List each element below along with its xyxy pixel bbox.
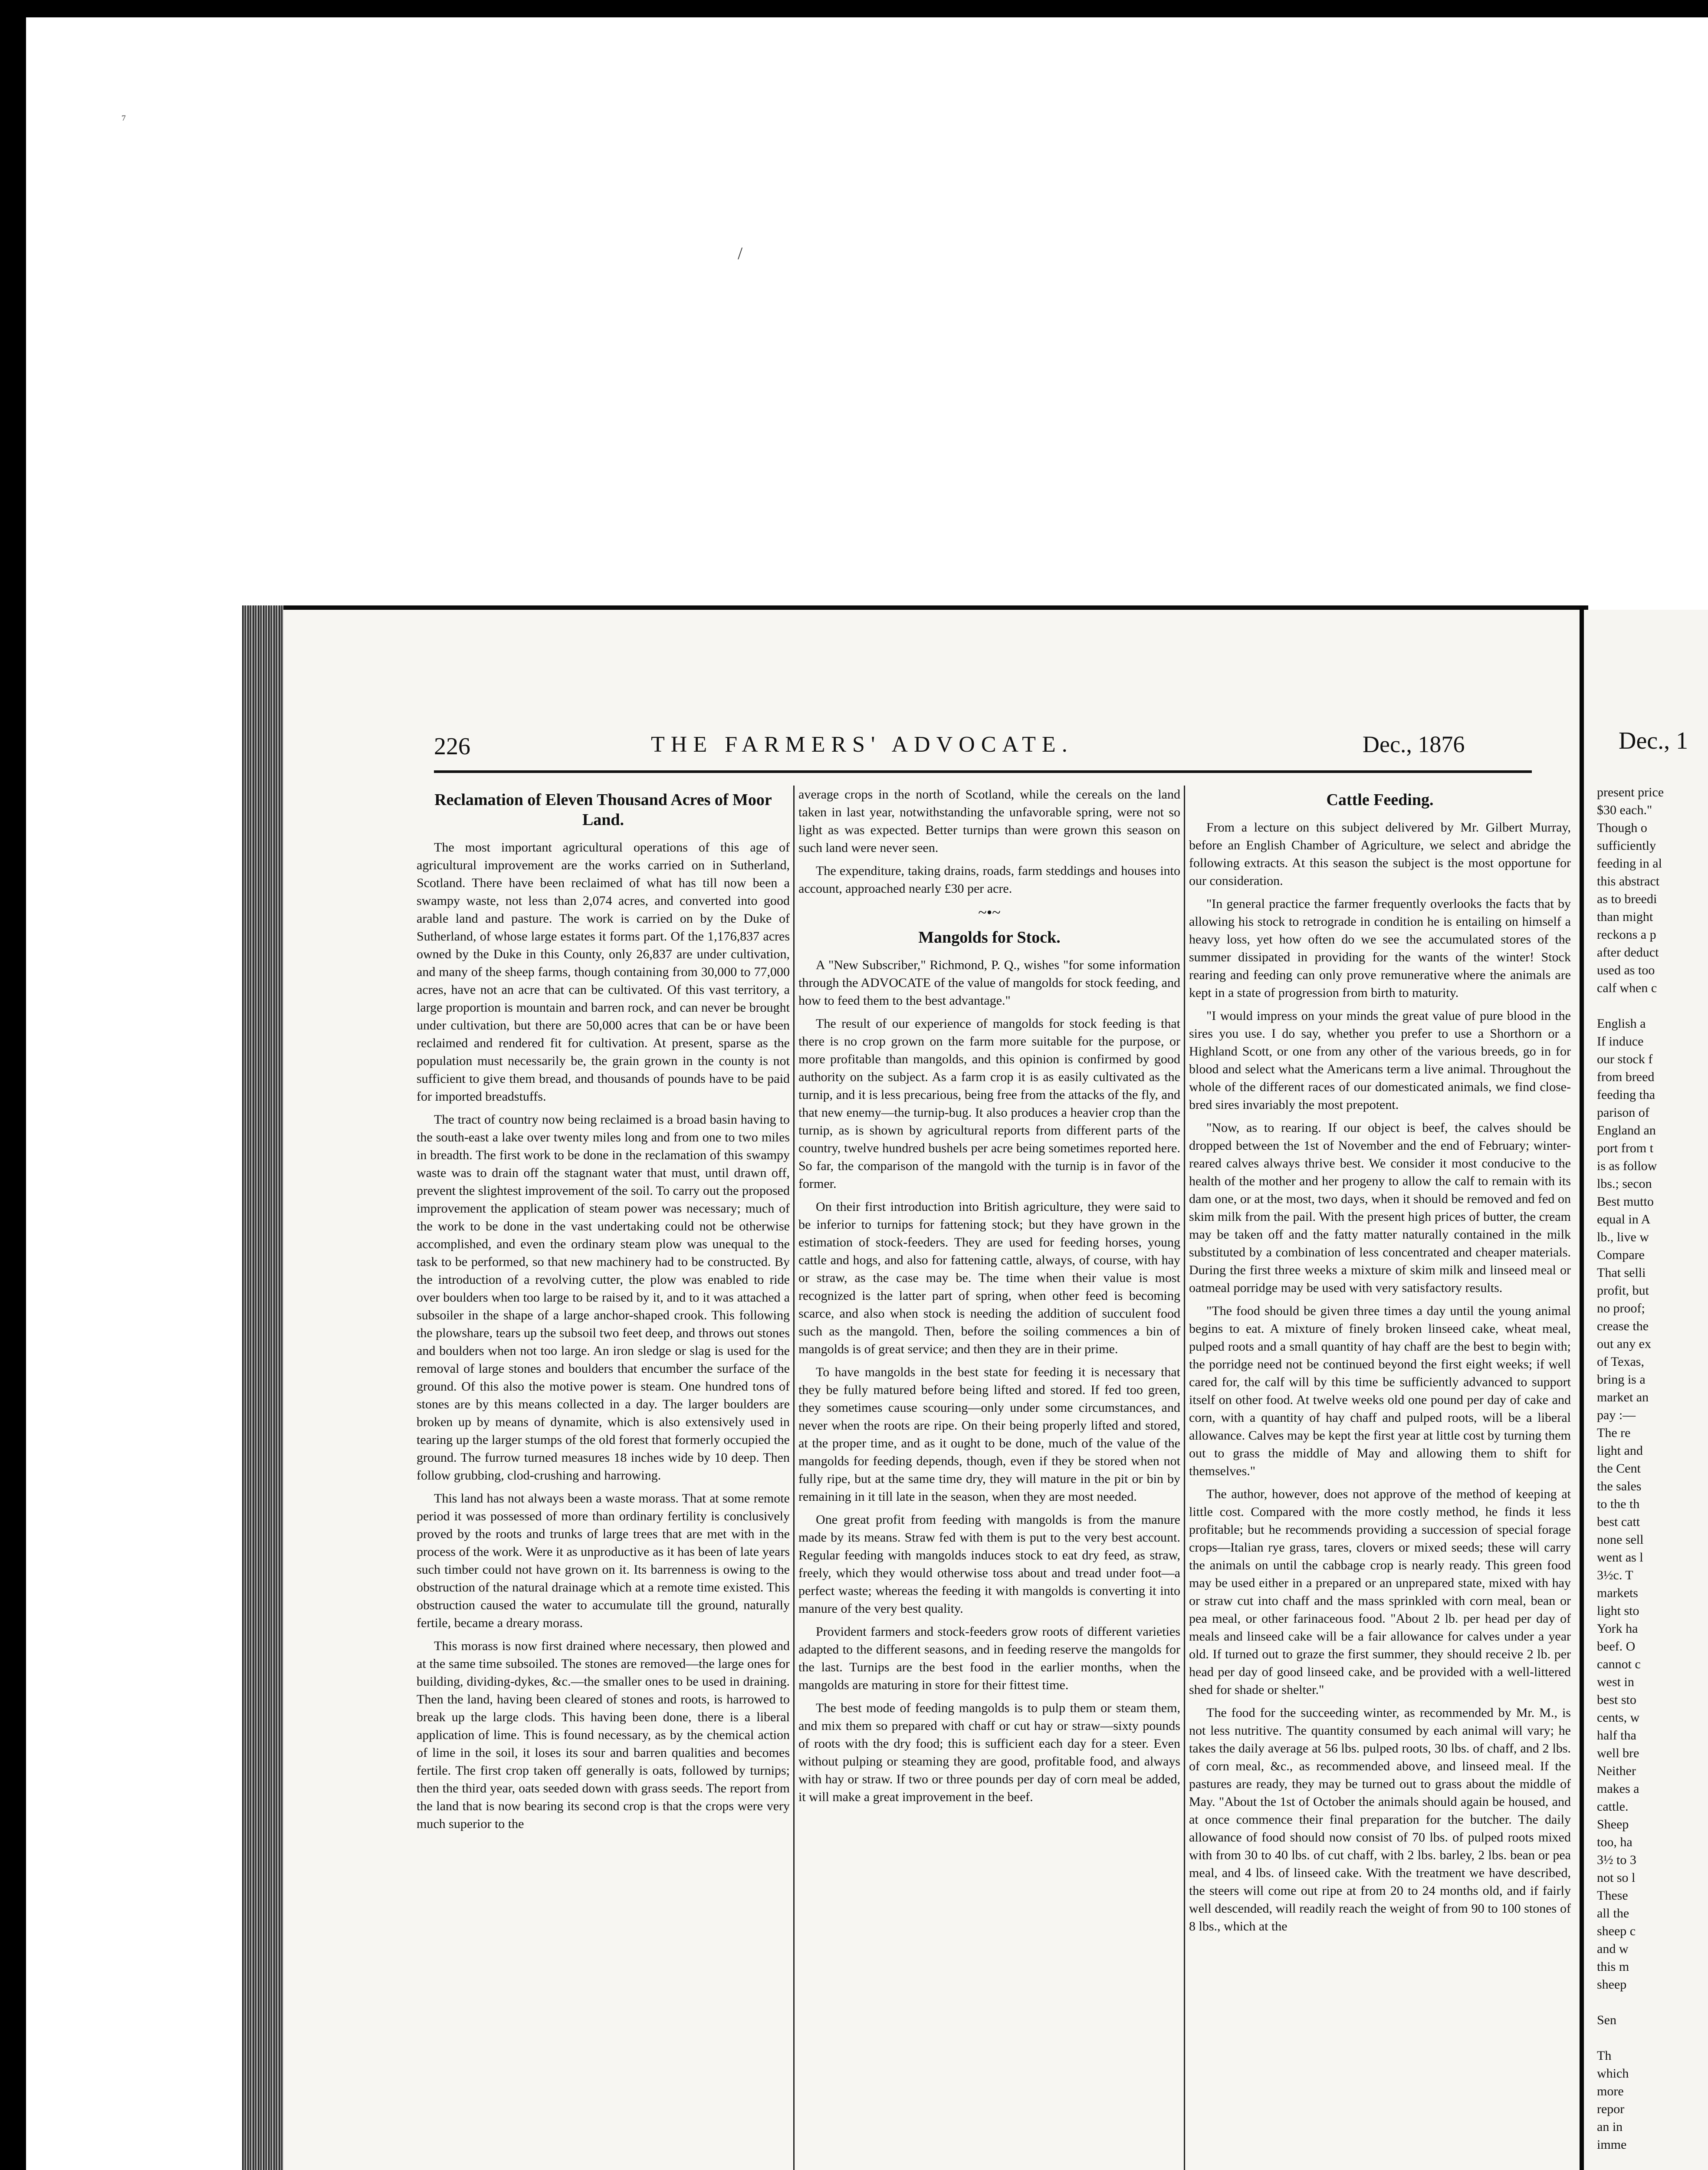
adjacent-page-line: Sen: [1597, 2013, 1616, 2027]
adjacent-page-line: Compare: [1597, 1248, 1645, 1262]
book-binding: [242, 605, 283, 2170]
adjacent-page-line: west in: [1597, 1675, 1634, 1689]
adjacent-page-line: which: [1597, 2066, 1629, 2081]
adjacent-page-line: best sto: [1597, 1693, 1636, 1707]
article-paragraph: "I would impress on your minds the great value of pure blood in the sires you use. I do say, whether you prefer to use a Shorthorn or a Highland Scott, or one from any other of the various breeds, go in for blood and select what the Americans term a live animal. Throughout the whole of the different races of our domesticated animals, we find close-bred sires invariably the most prepotent.: [1189, 1009, 1571, 1112]
article-paragraph: This morass is now first drained where necessary, then plowed and at the same time subsoiled. The stones are removed—the large ones for building, dividing-dykes, &c.—the smaller ones to be used in draining. Then the land, having been cleared of stones and roots, is harrowed to break up the large clods. This having been done, there is a liberal application of lime. This is found necessary, as by the chemical action of lime in the soil, it loses its sour and barren qualities and becomes fertile. The first crop taken off generally is oats, followed by turnips; then the third year, oats seeded down with grass seeds. The report from the land that is now bearing its second crop is that the crops were very much superior to the: [417, 1639, 790, 1831]
article-paragraph: From a lecture on this subject delivered by Mr. Gilbert Murray, before an English Chamber of Agriculture, we select and abridge the following extracts. At this season the subject is the most opportune for our consideration.: [1189, 820, 1571, 888]
scan-mark: /: [738, 243, 743, 263]
adjacent-page-line: 3½c. T: [1597, 1568, 1633, 1582]
adjacent-page-line: sufficiently: [1597, 838, 1656, 853]
adjacent-page-line: this abstract: [1597, 874, 1660, 888]
section-ornament: ~•~: [978, 904, 1001, 921]
article-paragraph: A "New Subscriber," Richmond, P. Q., wishes "for some information through the ADVOCATE of the value of mangolds for stock feeding, and how to feed them to the best advantage.": [798, 958, 1180, 1008]
article-paragraph: The expenditure, taking drains, roads, farm steddings and houses into account, approached nearly £30 per acre.: [798, 864, 1180, 896]
article-paragraph: "The food should be given three times a day until the young animal begins to eat. A mixture of finely broken linseed cake, wheat meal, pulped roots and a small quantity of hay chaff are the best to begin with; the porridge need not be continued beyond the first eight weeks; if well cared for, the calf will by this time be sufficiently advanced to support itself on other food. At twelve weeks old one pound per day of cake and corn, with a quantity of hay chaff and pulped roots, will be a liberal allowance. Calves may be kept the first year at little cost by turning them out to grass the middle of May and allowing them to shift for themselves.": [1189, 1304, 1571, 1478]
adjacent-page-line: If induce: [1597, 1034, 1644, 1049]
header-rule: [434, 770, 1532, 773]
adjacent-page-line: [1597, 997, 1708, 1015]
article-paragraph: The author, however, does not approve of the method of keeping at little cost. Compared with the more costly method, he finds it less profitable; but he recommends providing a succession of special forage crops—Italian rye grass, tares, clovers or mixed seeds; these will carry the animals on until the cabbage crop is nearly ready. This green food may be used either in a prepared or an unprepared state, mixed with hay or straw cut into chaff and the mass sprinkled with corn meal, bean or pea meal, or other farinaceous food. "About 2 lb. per head per day of meals and linseed cake will be a fair allowance for calves under a year old. If turned out to graze the first summer, they should receive 2 lb. per head per day of good linseed cake, and be provided with a well-littered shed for shade or shelter.": [1189, 1487, 1571, 1697]
adjacent-page-line: cents, w: [1597, 1710, 1640, 1725]
adjacent-page-line: feeding in al: [1597, 856, 1662, 871]
adjacent-page-line: the Cent: [1597, 1461, 1641, 1476]
adjacent-page-line: Sheep: [1597, 1817, 1629, 1831]
adjacent-page-line: parison of: [1597, 1105, 1649, 1120]
adjacent-page-line: cattle.: [1597, 1799, 1629, 1814]
adjacent-page-line: Best mutto: [1597, 1194, 1654, 1209]
adjacent-page-line: all the: [1597, 1906, 1629, 1920]
masthead: THE FARMERS' ADVOCATE.: [651, 732, 1074, 757]
adjacent-page-line: out any ex: [1597, 1337, 1651, 1351]
article-paragraph: "Now, as to rearing. If our object is beef, the calves should be dropped between the 1st of November and the end of February; winter-reared calves always thrive best. We consider it most conducive to the health of the mother and her progeny to allow the calf to remain with its dam one, or at the most, two days, when it should be removed and fed on skim milk from the pail. With the present high prices of butter, the cream may be taken off and the fatty matter naturally contained in the milk substituted by a combination of less concentrated and cheaper materials. During the first three weeks a mixture of skim milk and linseed meal or oatmeal porridge may be used with very satisfactory results.: [1189, 1121, 1571, 1295]
adjacent-page-line: England an: [1597, 1123, 1656, 1138]
column-middle: [798, 786, 1180, 1811]
adjacent-page-line: half tha: [1597, 1728, 1636, 1743]
adjacent-page-line: markets: [1597, 1586, 1638, 1600]
adjacent-page: [1584, 610, 1708, 2170]
adjacent-page-line: feeding tha: [1597, 1088, 1655, 1102]
adjacent-page-line: These: [1597, 1888, 1628, 1903]
article-cattle-feeding: [1189, 786, 1571, 1940]
issue-date: Dec., 1876: [1363, 731, 1465, 757]
column-rule: [1184, 786, 1185, 2170]
adjacent-page-line: Th: [1597, 2048, 1612, 2063]
adjacent-page-line: The re: [1597, 1426, 1631, 1440]
adjacent-page-text: [1597, 783, 1708, 2154]
article-paragraph: The most important agricultural operations of this age of agricultural improvement are the works carried on in Sutherland, Scotland. There have been reclaimed of what has till now been a swampy waste, not less than 2,074 acres, and converted into good arable land and pasture. The work is carried on by the Duke of Sutherland, of whose large estates it forms part. Of the 1,176,837 acres owned by the Duke in this County, only 26,837 are under cultivation, and many of the sheep farms, though containing from 30,000 to 77,000 acres, have not an acre that can be cultivated. Of this vast territory, a large proportion is mountain and barren rock, and can never be brought under cultivation, but there are 50,000 acres that can be or have been reclaimed and rendered fit for cultivation. At present, sparse as the population must necessarily be, the grain grown in the county is not sufficient to give them bread, and thousands of pounds have to be paid for imported breadstuffs.: [417, 840, 790, 1104]
adjacent-page-header: Dec., 1: [1619, 727, 1688, 754]
adjacent-page-line: and w: [1597, 1942, 1629, 1956]
article-paragraph: The result of our experience of mangolds for stock feeding is that there is no crop grown on the farm more suitable for the purpose, or more profitable than mangolds, and this opinion is confirmed by good authority on the subject. As a farm crop it is as easily cultivated as the turnip, and it is less precarious, being free from the attacks of the fly, and that new enemy—the turnip-bug. It also produces a heavier crop than the turnip, as is shown by agricultural reports from different parts of the country, twelve hundred bushels per acre being sometimes reported here. So far, the comparison of the mangold with the turnip is in favor of the former.: [798, 1016, 1180, 1191]
article-paragraph: average crops in the north of Scotland, while the cereals on the land taken in last year, notwithstanding the unfavorable spring, were not so light as was expected. Better turnips than were grown this season on such land were never seen.: [798, 787, 1180, 855]
scan-mark: ⁷: [122, 113, 126, 127]
adjacent-page-line: [1597, 1993, 1708, 2011]
adjacent-page-line: lb., live w: [1597, 1230, 1649, 1244]
adjacent-page-line: cannot c: [1597, 1657, 1641, 1671]
article-paragraph: On their first introduction into British agriculture, they were said to be inferior to turnips for fattening stock; but they have grown in the estimation of stock-feeders. They are used for feeding horses, young cattle and hogs, and also for fattening cattle, always, of course, with hay or straw, as the case may be. The time when their value is most recognized is the latter part of spring, when other feed is becoming scarce, and also when stock is needing the addition of succulent food such as the mangold. Then, before the soiling commences a bin of mangolds is of great service; and then they are in their prime.: [798, 1200, 1180, 1356]
adjacent-page-line: $30 each.": [1597, 803, 1652, 817]
adjacent-page-line: this m: [1597, 1960, 1629, 1974]
article-reclamation: [417, 786, 790, 1838]
article-title: Mangolds for Stock.: [918, 928, 1061, 947]
adjacent-page-line: English a: [1597, 1016, 1646, 1031]
adjacent-page-line: repor: [1597, 2102, 1625, 2116]
adjacent-page-line: light sto: [1597, 1604, 1639, 1618]
article-title: Reclamation of Eleven Thousand Acres of Moor Land.: [434, 791, 772, 829]
adjacent-page-line: [1597, 2029, 1708, 2047]
adjacent-page-line: York ha: [1597, 1621, 1638, 1636]
adjacent-page-line: from breed: [1597, 1070, 1655, 1084]
adjacent-page-line: crease the: [1597, 1319, 1649, 1333]
adjacent-page-line: more: [1597, 2084, 1624, 2098]
adjacent-page-line: no proof;: [1597, 1301, 1645, 1315]
adjacent-page-line: light and: [1597, 1443, 1643, 1458]
page-header: [434, 729, 1501, 764]
adjacent-page-line: makes a: [1597, 1782, 1639, 1796]
adjacent-page-line: not so l: [1597, 1871, 1636, 1885]
article-paragraph: "In general practice the farmer frequently overlooks the facts that by allowing his stock to retrograde in condition he is entailing on himself a heavy loss, yet how often do we see the accumulated stores of the summer dissipated in providing for the wants of the winter! Stock rearing and feeding can only prove remunerative where the animals are kept in a state of progression from birth to maturity.: [1189, 897, 1571, 1000]
column-rule: [793, 786, 795, 2170]
adjacent-page-line: too, ha: [1597, 1835, 1632, 1849]
adjacent-page-line: bring is a: [1597, 1372, 1646, 1387]
article-paragraph: One great profit from feeding with mangolds is from the manure made by its means. Straw fed with them is put to the very best account. Regular feeding with mangolds induces stock to eat dry feed, as straw, freely, which they would otherwise toss about and tread under foot—a perfect waste; whereas the feeding it with mangolds is converting it into manure of the very best quality.: [798, 1512, 1180, 1616]
adjacent-page-line: profit, but: [1597, 1283, 1649, 1298]
adjacent-page-line: lbs.; secon: [1597, 1177, 1652, 1191]
adjacent-page-line: went as l: [1597, 1550, 1643, 1565]
adjacent-page-line: an in: [1597, 2120, 1623, 2134]
adjacent-page-line: than might: [1597, 910, 1653, 924]
article-paragraph: The food for the succeeding winter, as recommended by Mr. M., is not less nutritive. The quantity consumed by each animal will vary; he takes the daily average at 56 lbs. pulped roots, 30 lbs. of chaff, and 2 lbs. of corn meal, &c., as recommended above, and linseed meal. If the pastures are ready, they may be turned out to grass about the middle of May. "About the 1st of October the animals should again be housed, and at once commence their final preparation for the butcher. The daily allowance of food should now consist of 70 lbs. of pulped roots mixed with from 30 to 40 lbs. of cut chaff, with 2 lbs. barley, 2 lbs. bean or pea meal, and 4 lbs. of linseed cake. With the treatment we have described, the steers will come out ripe at from 20 to 24 months old, and if fairly well descended, will readily reach the weight of from 90 to 100 stones of 8 lbs., which at the: [1189, 1706, 1571, 1933]
page-number: 226: [434, 733, 470, 760]
adjacent-page-line: Though o: [1597, 821, 1647, 835]
adjacent-page-line: sheep c: [1597, 1924, 1636, 1938]
adjacent-page-line: Neither: [1597, 1764, 1636, 1778]
adjacent-page-line: our stock f: [1597, 1052, 1653, 1066]
article-paragraph: The best mode of feeding mangolds is to pulp them or steam them, and mix them so prepared with chaff or cut hay or straw—sixty pounds of roots with the dry food; this is sufficient each day for a steer. Even without pulping or steaming they are good, profitable food, and always with hay or straw. If two or three pounds per day of corn meal be added, it will make a great improvement in the beef.: [798, 1701, 1180, 1804]
article-title: Cattle Feeding.: [1326, 791, 1434, 809]
adjacent-page-line: beef. O: [1597, 1639, 1636, 1654]
adjacent-page-line: present price: [1597, 785, 1664, 799]
adjacent-page-line: pay :—: [1597, 1408, 1636, 1422]
article-paragraph: This land has not always been a waste morass. That at some remote period it was possessed of more than ordinary fertility is conclusively proved by the roots and trunks of large trees that are met with in the process of the work. Were it as unproductive as it has been of late years such timber could not have grown on it. Its barrenness is owing to the obstruction of the natural drainage which at a remote time existed. This obstruction caused the water to accumulate till the ground, naturally fertile, became a dreary morass.: [417, 1491, 790, 1630]
adjacent-page-line: market an: [1597, 1390, 1649, 1404]
adjacent-page-line: none sell: [1597, 1532, 1644, 1547]
article-paragraph: Provident farmers and stock-feeders grow roots of different varieties adapted to the different seasons, and in feeding reserve the mangolds for the last. Turnips are the best food in the earlier months, when the mangolds are maturing in store for their fittest time.: [798, 1624, 1180, 1692]
adjacent-page-line: is as follow: [1597, 1159, 1657, 1173]
adjacent-page-line: well bre: [1597, 1746, 1639, 1760]
adjacent-page-line: equal in A: [1597, 1212, 1651, 1226]
adjacent-page-line: best catt: [1597, 1515, 1640, 1529]
adjacent-page-line: reckons a p: [1597, 927, 1656, 942]
adjacent-page-line: port from t: [1597, 1141, 1653, 1155]
adjacent-page-line: imme: [1597, 2137, 1627, 2152]
adjacent-page-line: to the th: [1597, 1497, 1640, 1511]
adjacent-page-line: 3½ to 3: [1597, 1853, 1636, 1867]
adjacent-page-line: as to breedi: [1597, 892, 1657, 906]
adjacent-page-line: of Texas,: [1597, 1355, 1644, 1369]
adjacent-page-line: after deduct: [1597, 945, 1659, 960]
adjacent-page-line: That selli: [1597, 1266, 1646, 1280]
article-paragraph: To have mangolds in the best state for feeding it is necessary that they be fully matured before being lifted and stored. If fed too green, they sometimes cause scouring—only under some circumstances, and never when the roots are ripe. On their being properly lifted and stored, at the proper time, and as it ought to be done, much of the value of the mangolds for feeding depends, though, even if they be stored when not fully ripe, but at the same time dry, they will mature in the pit or bin by remaining in it till late in the season, when they are most needed.: [798, 1365, 1180, 1504]
adjacent-page-line: the sales: [1597, 1479, 1642, 1493]
adjacent-page-line: calf when c: [1597, 981, 1657, 995]
adjacent-page-line: used as too: [1597, 963, 1655, 977]
article-paragraph: The tract of country now being reclaimed is a broad basin having to the south-east a lake over twenty miles long and from one to two miles in breadth. The first work to be done in the reclamation of this swampy waste was to drain off the stagnant water that must, until drawn off, prevent the slightest improvement of the soil. To carry out the proposed improvement the application of steam power was necessary; much of the work to be done in the vast undertaking could not be otherwise accomplished, and even the ordinary steam plow was unequal to the task to be performed, so that new machinery had to be constructed. By the introduction of a revolving cutter, the plow was enabled to ride over boulders when too large to be raised by it, and to it was attached a subsoiler in the shape of a large anchor-shaped crook. This following the plowshare, tears up the subsoil two feet deep, and throws out stones and boulders when not too large. An iron sledge or slag is used for the removal of large stones and boulders that encumber the surface of the ground. Of this also the motive power is steam. One hundred tons of stones are by this means collected in a day. The larger boulders are broken up by means of dynamite, which is also extensively used in tearing up the larger stumps of the old forest that formerly occupied the ground. The furrow turned measures 18 inches wide by 10 deep. Then follow grubbing, clod-crushing and harrowing.: [417, 1112, 790, 1483]
adjacent-page-line: sheep: [1597, 1977, 1627, 1992]
